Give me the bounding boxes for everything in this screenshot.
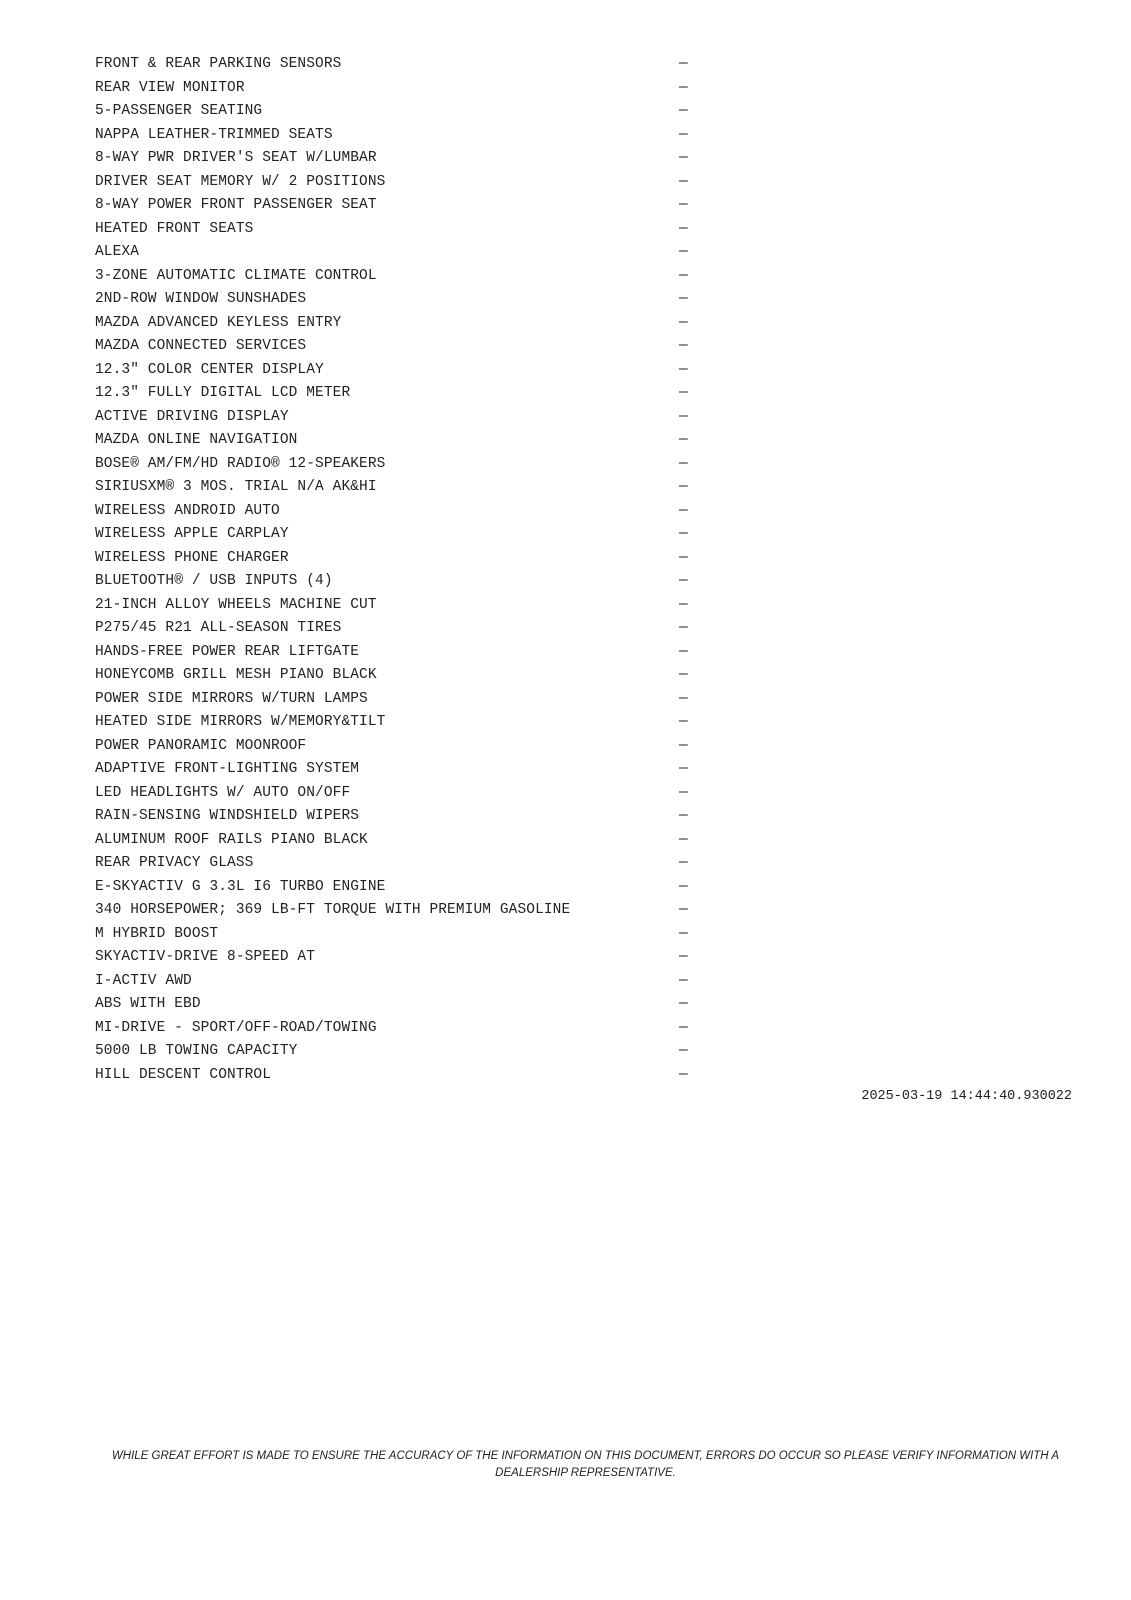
feature-name: SKYACTIV-DRIVE 8-SPEED AT [95,949,316,965]
feature-name: ALUMINUM ROOF RAILS PIANO BLACK [95,831,368,848]
feature-name: 8-WAY PWR DRIVER'S SEAT W/LUMBAR [95,150,377,166]
feature-row [95,335,695,359]
feature-value: — [679,314,688,331]
feature-value: — [679,526,688,542]
feature-row [95,194,695,218]
feature-row [95,993,695,1017]
feature-row [95,782,695,806]
feature-row [95,100,695,124]
feature-value: — [679,173,688,190]
feature-row [95,476,695,500]
feature-name: RAIN-SENSING WINDSHIELD WIPERS [95,808,360,824]
feature-row [95,406,695,430]
feature-row [95,899,695,923]
feature-value: — [679,596,688,613]
feature-name: FRONT & REAR PARKING SENSORS [95,56,342,72]
feature-value: — [679,831,688,848]
feature-row [95,1064,695,1088]
feature-row [95,547,695,571]
feature-name: BOSE® AM/FM/HD RADIO® 12-SPEAKERS [95,455,386,472]
feature-name: WIRELESS APPLE CARPLAY [95,526,289,542]
feature-value: — [679,925,688,942]
feature-value: — [679,902,688,918]
feature-value: — [679,432,688,448]
feature-value: — [679,878,688,895]
feature-name: 5000 LB TOWING CAPACITY [95,1043,298,1059]
feature-value: — [679,714,688,730]
feature-name: ADAPTIVE FRONT-LIGHTING SYSTEM [95,761,360,777]
feature-value: — [679,126,688,143]
feature-row [95,500,695,524]
feature-row [95,171,695,195]
feature-value: — [679,56,688,72]
feature-name: ABS WITH EBD [95,996,201,1012]
feature-row [95,946,695,970]
feature-row [95,594,695,618]
feature-value: — [679,338,688,354]
feature-value: — [679,972,688,989]
feature-row [95,829,695,853]
feature-row [95,77,695,101]
feature-name: 340 HORSEPOWER; 369 LB-FT TORQUE WITH PREMIUM GASOLINE [95,902,571,918]
feature-value: — [679,408,688,425]
feature-name: MAZDA ONLINE NAVIGATION [95,432,298,448]
feature-value: — [679,197,688,213]
feature-name: HONEYCOMB GRILL MESH PIANO BLACK [95,667,377,683]
feature-row [95,852,695,876]
feature-name: HEATED FRONT SEATS [95,220,254,237]
feature-value: — [679,150,688,166]
feature-value: — [679,1066,688,1083]
feature-row [95,53,695,77]
disclaimer-text: WHILE GREAT EFFORT IS MADE TO ENSURE THE ACCURACY OF THE INFORMATION ON THIS DOCUMENT, ERRORS DO OCCUR SO PLEASE VERIFY INFORMATION WITH A DEALERSHIP REPRESENTATIVE. [111,1450,1060,1479]
feature-value: — [679,361,688,378]
feature-name: HANDS-FREE POWER REAR LIFTGATE [95,643,360,660]
feature-row [95,570,695,594]
feature-name: M HYBRID BOOST [95,925,219,942]
feature-name: I-ACTIV AWD [95,972,192,989]
feature-name: REAR VIEW MONITOR [95,79,245,96]
feature-value: — [679,1019,688,1036]
feature-value: — [679,549,688,566]
feature-value: — [679,1043,688,1059]
feature-row [95,711,695,735]
feature-value: — [679,855,688,871]
feature-name: 12.3" FULLY DIGITAL LCD METER [95,385,351,401]
feature-name: 5-PASSENGER SEATING [95,103,263,119]
feature-name: POWER PANORAMIC MOONROOF [95,737,307,754]
feature-name: HEATED SIDE MIRRORS W/MEMORY&TILT [95,714,386,730]
feature-row [95,1017,695,1041]
feature-row [95,218,695,242]
feature-name: HILL DESCENT CONTROL [95,1066,272,1083]
feature-row [95,312,695,336]
feature-list [95,53,695,1087]
feature-value: — [679,643,688,660]
feature-name: E-SKYACTIV G 3.3L I6 TURBO ENGINE [95,878,386,895]
feature-value: — [679,291,688,307]
feature-row [95,758,695,782]
feature-value: — [679,690,688,707]
feature-value: — [679,808,688,824]
feature-row [95,241,695,265]
feature-name: 3-ZONE AUTOMATIC CLIMATE CONTROL [95,267,377,284]
feature-value: — [679,455,688,472]
feature-name: 8-WAY POWER FRONT PASSENGER SEAT [95,197,377,213]
feature-name: POWER SIDE MIRRORS W/TURN LAMPS [95,690,368,707]
print-timestamp: 2025-03-19 14:44:40.930022 [861,1089,1072,1104]
feature-value: — [679,737,688,754]
feature-row [95,382,695,406]
feature-value: — [679,573,688,589]
feature-row [95,641,695,665]
feature-row [95,429,695,453]
feature-name: REAR PRIVACY GLASS [95,855,254,871]
feature-name: MAZDA ADVANCED KEYLESS ENTRY [95,314,342,331]
feature-name: ACTIVE DRIVING DISPLAY [95,408,289,425]
feature-value: — [679,220,688,237]
feature-name: P275/45 R21 ALL-SEASON TIRES [95,620,342,636]
feature-row [95,265,695,289]
feature-row [95,147,695,171]
feature-row [95,664,695,688]
feature-value: — [679,79,688,96]
feature-name: WIRELESS PHONE CHARGER [95,549,289,566]
feature-value: — [679,667,688,683]
feature-row [95,688,695,712]
feature-row [95,617,695,641]
feature-row [95,805,695,829]
feature-value: — [679,267,688,284]
feature-value: — [679,244,688,260]
feature-row [95,970,695,994]
feature-name: 12.3" COLOR CENTER DISPLAY [95,361,324,378]
feature-name: DRIVER SEAT MEMORY W/ 2 POSITIONS [95,173,386,190]
feature-value: — [679,620,688,636]
feature-name: SIRIUSXM® 3 MOS. TRIAL N/A AK&HI [95,479,377,495]
feature-row [95,124,695,148]
feature-value: — [679,949,688,965]
feature-name: BLUETOOTH® / USB INPUTS (4) [95,573,333,589]
feature-name: 21-INCH ALLOY WHEELS MACHINE CUT [95,596,377,613]
feature-row [95,1040,695,1064]
feature-name: ALEXA [95,244,140,260]
feature-value: — [679,761,688,777]
feature-row [95,359,695,383]
feature-row [95,523,695,547]
feature-name: MI-DRIVE - SPORT/OFF-ROAD/TOWING [95,1019,377,1036]
feature-name: 2ND-ROW WINDOW SUNSHADES [95,291,307,307]
feature-row [95,876,695,900]
feature-name: MAZDA CONNECTED SERVICES [95,338,307,354]
feature-value: — [679,103,688,119]
feature-name: NAPPA LEATHER-TRIMMED SEATS [95,126,333,143]
feature-value: — [679,502,688,519]
feature-row [95,735,695,759]
feature-row [95,923,695,947]
feature-row [95,288,695,312]
feature-name: LED HEADLIGHTS W/ AUTO ON/OFF [95,784,351,801]
feature-value: — [679,784,688,801]
feature-name: WIRELESS ANDROID AUTO [95,502,280,519]
feature-value: — [679,996,688,1012]
feature-value: — [679,479,688,495]
feature-row [95,453,695,477]
feature-value: — [679,385,688,401]
